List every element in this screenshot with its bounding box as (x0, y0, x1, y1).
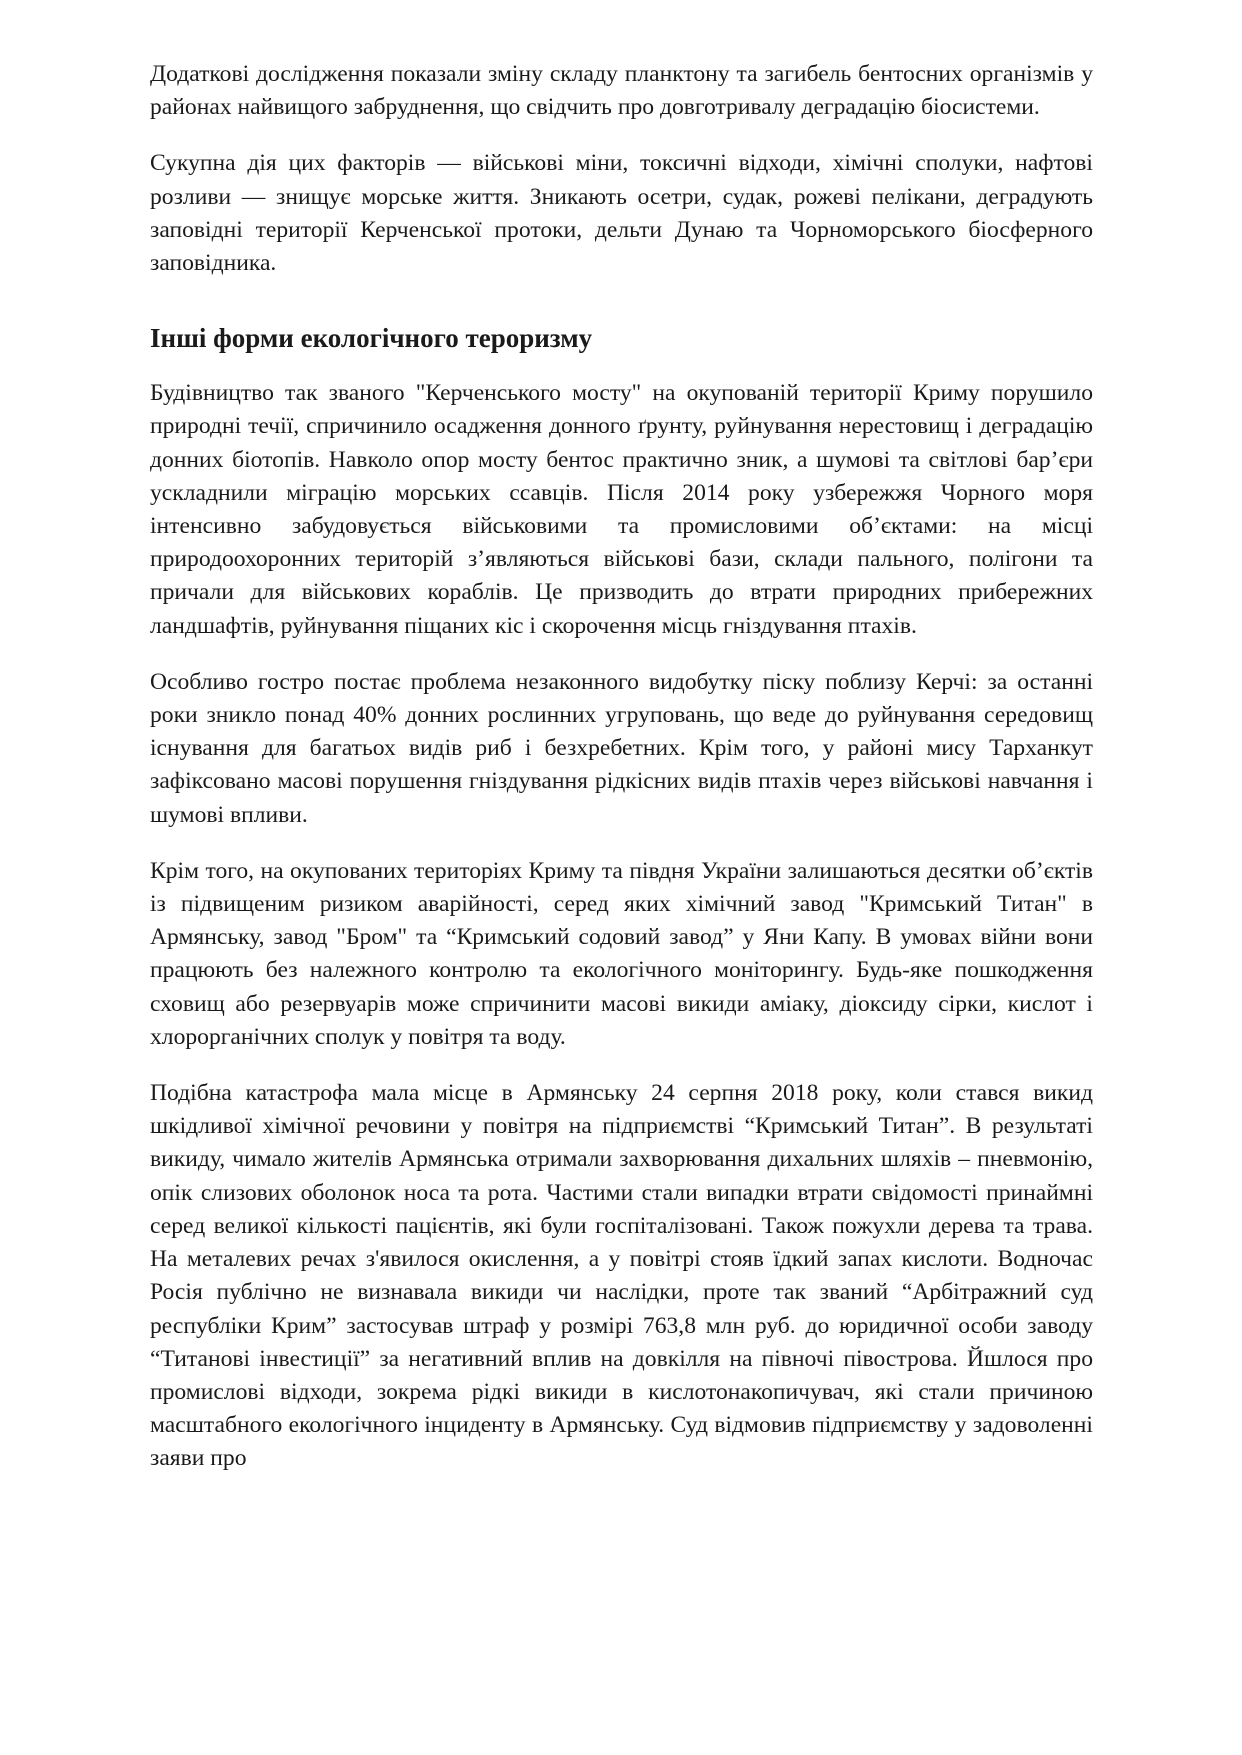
section-heading: Інші форми екологічного тероризму (150, 323, 593, 354)
paragraph-armyansk-catastrophe: Подібна катастрофа мала місце в Армянську 24 серпня 2018 року, коли стався викид шкідливої хімічної речовини у повітря на підприємстві “Кримський Титан”. В результаті викиду, чимало жителів Армянська отримали захворювання дихальних шляхів – пневмонію, опік слизових оболонок носа та рота. Частими стали випадки втрати свідомості принаймні серед великої кількості пацієнтів, які були госпіталізовані. Також пожухли дерева та трава. На металевих речах з'явилося окислення, а у повітрі стояв їдкий запах кислоти. Водночас Росія публічно не визнавала викиди чи наслідки, проте так званий “Арбітражний суд республіки Крим” застосував штраф у розмірі 763,8 млн руб. до юридичної особи заводу “Титанові інвестиції” за негативний вплив на довкілля на півночі півострова. Йшлося про промислові відходи, зокрема рідкі викиди в кислотонакопичувач, які стали причиною масштабного екологічного інциденту в Армянську. Суд відмовив підприємству у задоволенні заяви про (150, 1080, 1093, 1472)
paragraph-sand-mining: Особливо гостро постає проблема незаконного видобутку піску поблизу Керчі: за останні роки зникло понад 40% донних рослинних угруповань, що веде до руйнування середовищ існування для багатьох видів риб і безхребетних. Крім того, у районі мису Тарханкут зафіксовано масові порушення гніздування рідкісних видів птахів через військові навчання і шумові впливи. (150, 668, 1093, 828)
document-page (150, 58, 1093, 1476)
paragraph-hazardous-facilities: Крім того, на окупованих територіях Криму та півдня України залишаються десятки об’єктів із підвищеним ризиком аварійності, серед яких хімічний завод "Кримський Титан" в Армянську, завод "Бром" та “Кримський содовий завод” у Яни Капу. В умовах війни вони працюють без належного контролю та екологічного моніторингу. Будь-яке пошкодження сховищ або резервуарів може спричинити масові викиди аміаку, діоксиду сірки, кислот і хлорорганічних сполук у повітря та воду. (150, 857, 1093, 1050)
paragraph-plankton-research: Додаткові дослідження показали зміну складу планктону та загибель бентосних організмів у районах найвищого забруднення, що свідчить про довготривалу деградацію біосистеми. (150, 61, 1093, 121)
paragraph-kerch-bridge: Будівництво так званого "Керченського мосту" на окупованій території Криму порушило природні течії, спричинило осадження донного ґрунту, руйнування нерестовищ і деградацію донних біотопів. Навколо опор мосту бентос практично зник, а шумові та світлові бар’єри ускладнили міграцію морських ссавців. Після 2014 року узбережжя Чорного моря інтенсивно забудовується військовими та промисловими об’єктами: на місці природоохоронних територій з’являються військові бази, склади пального, полігони та причали для військових кораблів. Це призводить до втрати природних прибережних ландшафтів, руйнування піщаних кіс і скорочення місць гніздування птахів. (150, 380, 1093, 639)
paragraph-combined-factors: Сукупна дія цих факторів — військові міни, токсичні відходи, хімічні сполуки, нафтові розливи — знищує морське життя. Зникають осетри, судак, рожеві пелікани, деградують заповідні території Керченської протоки, дельти Дунаю та Чорноморського біосферного заповідника. (150, 150, 1093, 277)
